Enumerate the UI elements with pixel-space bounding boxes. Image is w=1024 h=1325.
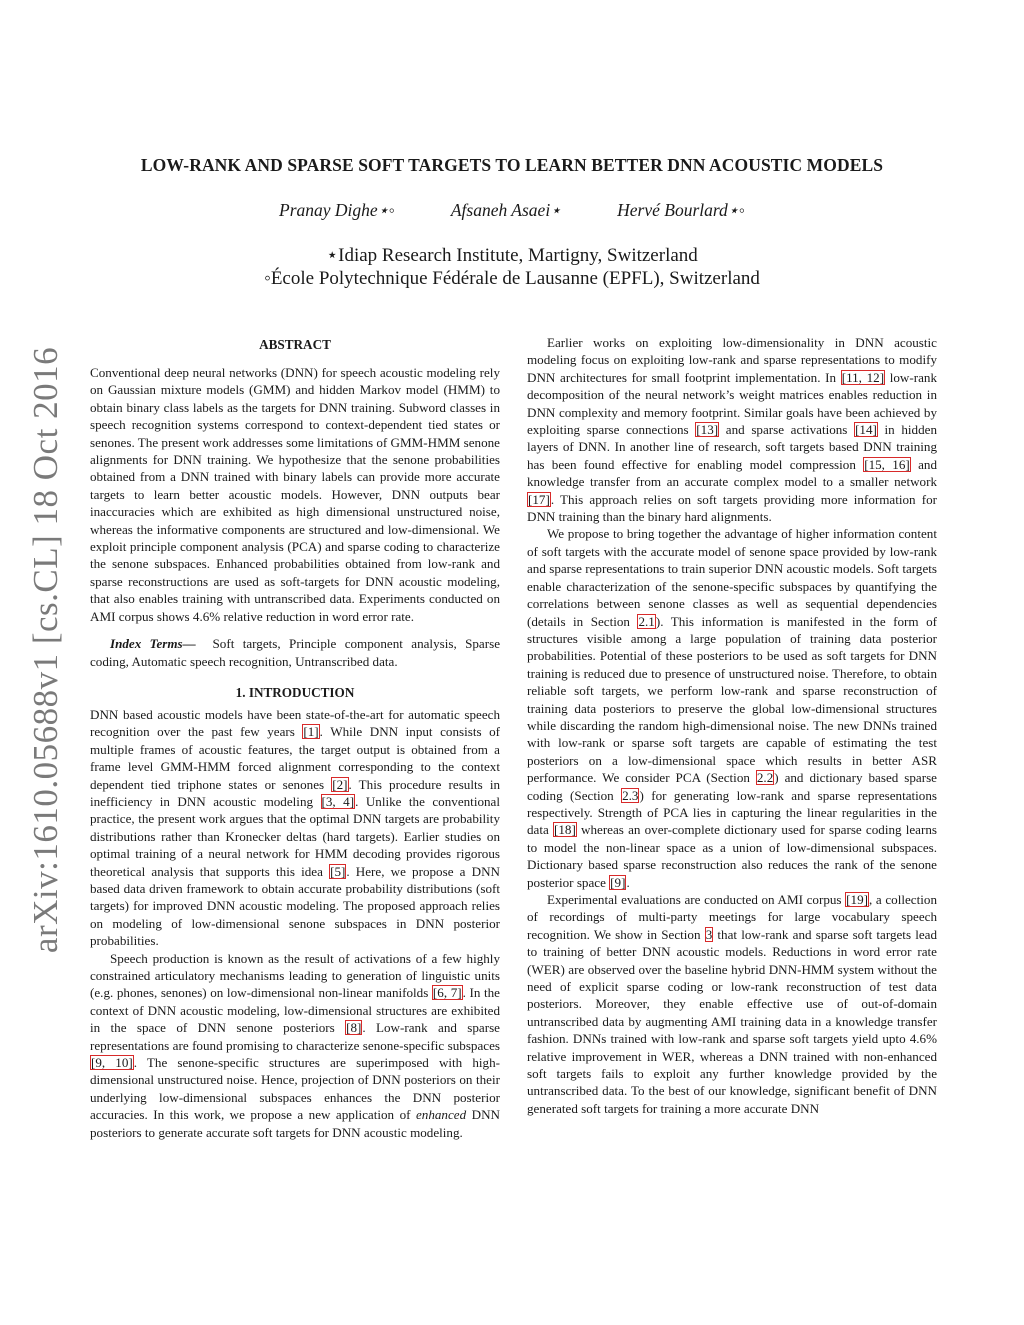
citation-link[interactable]: [19]	[846, 892, 868, 907]
intro-paragraph-1: DNN based acoustic models have been state-of-the-art for automatic speech recognition over the past few years [1]. While DNN input consists of multiple frames of acoustic features, the target output is obtained from a frame level GMM-HMM forced alignment corresponding to the context dependent tied triphone states or senones [2]. This procedure results in inefficiency in DNN acoustic modeling [3, 4]. Unlike the conventional practice, the present work argues that the optimal DNN targets are probability distributions rather than Kronecker deltas (hard targets). Earlier studies on optimal training of a neural network for HMM decoding provides rigorous theoretical analysis that supports this idea [5]. Here, we propose a DNN based data driven framework to obtain accurate probability distributions (soft targets) for improved DNN acoustic modeling. The proposed approach relies on modeling of low-dimensional senone subspaces in DNN posterior probabilities.	[90, 706, 501, 949]
citation-link[interactable]: [18]	[554, 822, 576, 838]
citation-link[interactable]: [5]	[330, 863, 346, 879]
author-list	[60, 200, 964, 221]
emphasis-text: enhanced	[415, 1107, 467, 1123]
abstract-heading: ABSTRACT	[259, 337, 331, 352]
section-link[interactable]: 2.3	[622, 787, 639, 803]
citation-link[interactable]: [9, 10]	[91, 1055, 133, 1071]
author-name: Afsaneh Asaei⋆	[450, 200, 562, 220]
section-link[interactable]: 3	[705, 926, 713, 942]
arxiv-identifier: arXiv:1610.05688v1 [cs.CL] 18 Oct 2016	[26, 346, 66, 954]
citation-link[interactable]: [1]	[303, 724, 319, 740]
index-terms-label: Index Terms—	[110, 636, 196, 652]
index-terms-text: Soft targets, Principle component analysis, Sparse coding, Automatic speech recognition, Untranscribed data.	[90, 636, 501, 669]
section-link[interactable]: 2.1	[638, 613, 655, 629]
right-column	[527, 334, 937, 1117]
introduction-heading: 1. INTRODUCTION	[235, 684, 355, 700]
citation-link[interactable]: [6, 7]	[432, 985, 462, 1001]
citation-link[interactable]: [13]	[696, 422, 719, 438]
intro-paragraph-3: Earlier works on exploiting low-dimensionality in DNN acoustic modeling focus on exploiting low-rank and sparse representations to modify DNN architectures for small footprint implementation. In [11, 12] low-rank decomposition of the neural network’s weight matrices enables reduction in DNN complexity and memory footprint. Similar goals have been achieved by exploiting sparse connections [13] and sparse activations [14] in hidden layers of DNN. In another line of research, soft targets based DNN training has been found effective for enabling model compression [15, 16] and knowledge transfer from an accurate complex model to a smaller network [17]. This approach relies on soft targets providing more information for DNN training than the binary hard alignments.	[527, 335, 937, 525]
citation-link[interactable]: [15, 16]	[864, 456, 910, 472]
citation-link[interactable]: [9]	[610, 874, 626, 890]
citation-link[interactable]: [14]	[855, 422, 877, 438]
arxiv-sidebar-stamp	[16, 340, 76, 960]
abstract-text: Conventional deep neural networks (DNN) for speech acoustic modeling rely on Gaussian mixture models (GMM) and hidden Markov model (HMM) to obtain binary class labels as the targets for DNN training. Subword classes in speech recognition systems correspond to context-dependent tied states or senones. The present work addresses some limitations of GMM-HMM senone alignments for DNN training. We hypothesize that the senone probabilities obtained from a DNN trained with binary labels can provide more accurate targets to learn better acoustic models. However, DNN outputs bear inaccuracies which are exhibited as high dimensional unstructured noise, whereas the informative components are structured and low-dimensional. We exploit principle component analysis (PCA) and sparse coding to characterize the senone subspaces. Enhanced probabilities obtained from low-rank and sparse reconstructions are used as soft-targets for DNN acoustic modeling, that also enables training with untranscribed data. Experiments conducted on AMI corpus shows 4.6% relative reduction in word error rate.	[90, 365, 500, 624]
author-name: Hervé Bourlard⋆◦	[617, 200, 745, 220]
intro-paragraph-5: Experimental evaluations are conducted on AMI corpus [19], a collection of recordings of multi-party meetings for large vocabulary speech recognition. We show in Section 3 that low-rank and sparse soft targets lead to training of better DNN acoustic models. Reductions in word error rate (WER) are observed over the baseline hybrid DNN-HMM system without the need of explicit sparse coding or low-rank reconstruction of test data posteriors. Moreover, they enable effective use of out-of-domain untranscribed data by augmenting AMI training data in a knowledge transfer fashion. DNNs trained with low-rank and sparse soft targets yield upto 4.6% relative improvement in WER, whereas a DNN trained with non-enhanced soft targets fails to exploit any further knowledge provided by the untranscribed data. To the best of our knowledge, significant benefit of DNN generated soft targets for training a more accurate DNN	[527, 892, 938, 1116]
citation-link[interactable]: [11, 12]	[841, 369, 885, 385]
left-column	[90, 334, 500, 1141]
citation-link[interactable]: [8]	[346, 1020, 362, 1036]
intro-paragraph-4: We propose to bring together the advantage of higher information content of soft targets with the accurate model of senone space provided by low-rank and sparse representations to train superior DNN acoustic models. Soft targets enable characterization of the senone-specific subspaces by quantifying the correlations between senone classes as well as sequential dependencies (details in Section 2.1). This information is manifested in the form of structures visible among a large population of training data posterior probabilities. Potential of these posteriors to be used as soft targets for DNN training is reduced due to presence of unstructured noise. Therefore, to obtain reliable soft targets, we perform low-rank and sparse reconstruction of training data posteriors to preserve the global low-dimensional structures while discarding the random high-dimensional noise. The new DNNs trained with low-rank or sparse soft targets are capable of estimating the test posteriors on a low-dimensional space which results in better ASR performance. We consider PCA (Section 2.2) and dictionary based sparse coding (Section 2.3) for generating low-rank and sparse representations respectively. Strength of PCA lies in capturing the linear regularities in the data [18] whereas an over-complete dictionary used for sparse coding learns to model the non-linear space as a union of low-dimensional subspaces. Dictionary based sparse reconstruction also reduces the rank of the senone posterior space [9].	[527, 526, 937, 890]
intro-paragraph-2: Speech production is known as the result of activations of a few highly constrained articulatory mechanisms leading to generation of linguistic units (e.g. phones, senones) on low-dimensional non-linear manifolds [6, 7]. In the context of DNN acoustic modeling, low-dimensional structures are exhibited in the space of DNN senone posteriors [8]. Low-rank and sparse representations are found promising to characterize senone-specific subspaces [9, 10]. The senone-specific structures are superimposed with high-dimensional unstructured noise. Hence, projection of DNN posteriors on their underlying low-dimensional subspaces enhances the DNN posterior accuracies. In this work, we propose a new application of enhanced DNN posteriors to generate accurate soft targets for DNN acoustic modeling.	[90, 950, 500, 1140]
affiliation-epfl: ◦École Polytechnique Fédérale de Lausanne (EPFL), Switzerland	[264, 268, 760, 289]
citation-link[interactable]: [3, 4]	[321, 793, 355, 809]
section-link[interactable]: 2.2	[756, 770, 774, 786]
paper-title: LOW-RANK AND SPARSE SOFT TARGETS TO LEARN BETTER DNN ACOUSTIC MODELS	[140, 155, 884, 175]
citation-link[interactable]: [17]	[528, 491, 550, 507]
author-name: Pranay Dighe⋆◦	[279, 200, 395, 220]
citation-link[interactable]: [2]	[332, 776, 348, 792]
index-terms	[90, 635, 500, 670]
affiliation-idiap: ⋆Idiap Research Institute, Martigny, Switzerland	[326, 245, 698, 266]
